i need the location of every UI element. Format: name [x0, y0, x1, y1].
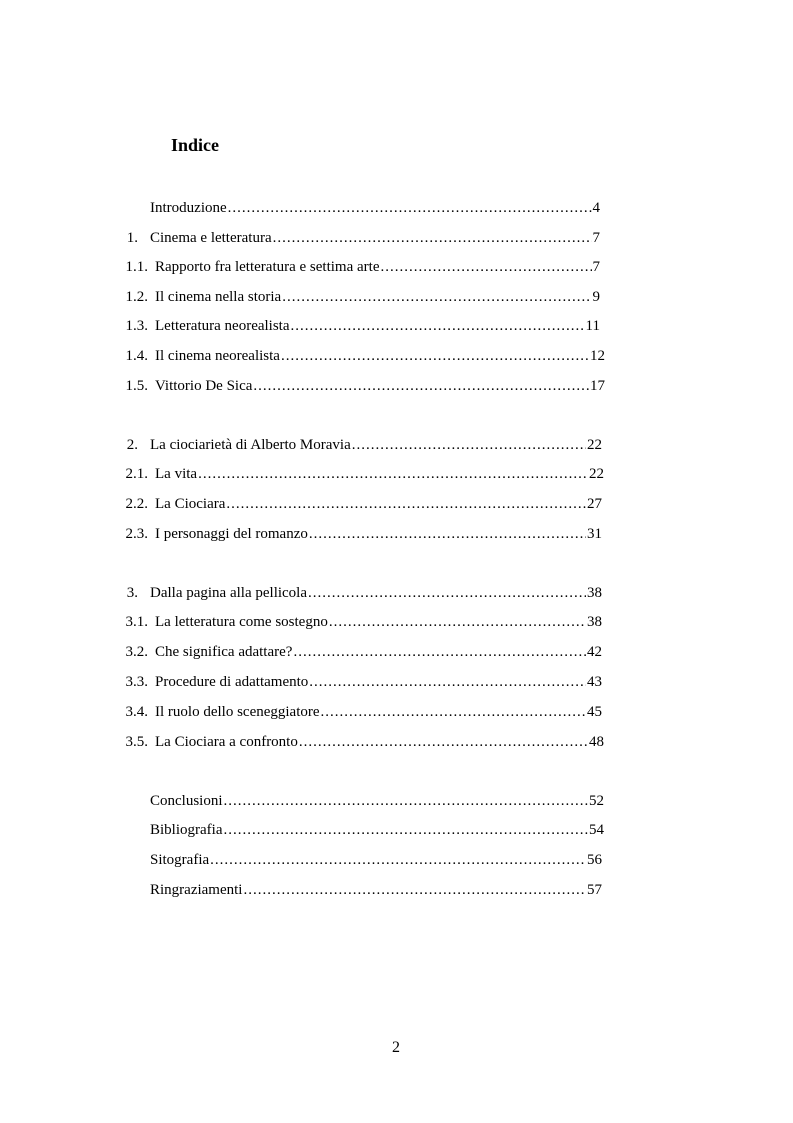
toc-entry-label: Sitografia — [150, 852, 210, 868]
toc-entry-section-3-1[interactable] — [120, 612, 602, 632]
toc-leader-dots — [210, 850, 586, 870]
toc-entry-page: 7 — [592, 259, 600, 275]
toc-entry-number: 2.1. — [125, 466, 148, 482]
toc-entry-number: 1.1. — [125, 259, 148, 275]
toc-entry-page: 7 — [592, 230, 600, 246]
toc-entry-section-3-5[interactable] — [120, 732, 604, 752]
toc-entry-number: 1.5. — [125, 378, 148, 394]
toc-entry-chapter-2[interactable] — [120, 435, 602, 455]
toc-entry-label: I personaggi del romanzo — [155, 526, 308, 542]
toc-entry-number: 1. — [126, 230, 138, 246]
toc-entry-page: 11 — [585, 318, 600, 334]
toc-entry-section-3-3[interactable] — [120, 672, 602, 692]
toc-entry-number: 3. — [126, 585, 138, 601]
toc-leader-dots — [226, 494, 586, 514]
toc-entry-label: Conclusioni — [150, 793, 223, 809]
toc-leader-dots — [291, 316, 585, 336]
toc-entry-page: 22 — [589, 466, 604, 482]
toc-entry-label: Cinema e letteratura — [150, 230, 272, 246]
page-number: 2 — [392, 1039, 400, 1056]
toc-entry-section-1-4[interactable] — [120, 346, 605, 366]
toc-entry-page: 12 — [590, 348, 605, 364]
toc-leader-dots — [228, 198, 592, 218]
toc-entry-page: 17 — [590, 378, 605, 394]
toc-entry-chapter-3[interactable] — [120, 583, 602, 603]
toc-entry-page: 31 — [587, 526, 602, 542]
toc-leader-dots — [224, 791, 588, 811]
toc-leader-dots — [273, 228, 592, 248]
toc-entry-section-2-3[interactable] — [120, 524, 602, 544]
toc-entry-label: Il ruolo dello sceneggiatore — [155, 704, 320, 720]
toc-leader-dots — [352, 435, 586, 455]
toc-leader-dots — [309, 672, 586, 692]
toc-entry-conclusioni[interactable] — [150, 791, 604, 811]
toc-entry-introduzione[interactable] — [150, 198, 600, 218]
toc-entry-label: La Ciociara — [155, 496, 226, 512]
toc-leader-dots — [308, 583, 586, 603]
page-title: Indice — [171, 135, 220, 155]
toc-entry-label: Il cinema nella storia — [155, 289, 282, 305]
toc-entry-sitografia[interactable] — [150, 850, 602, 870]
toc-entry-page: 45 — [587, 704, 602, 720]
toc-leader-dots — [281, 346, 589, 366]
toc-leader-dots — [299, 732, 588, 752]
toc-entry-label: La Ciociara a confronto — [155, 734, 298, 750]
toc-leader-dots — [223, 820, 588, 840]
toc-entry-number: 2.2. — [125, 496, 148, 512]
toc-entry-page: 52 — [589, 793, 604, 809]
toc-entry-section-1-1[interactable] — [120, 257, 600, 277]
toc-leader-dots — [253, 376, 589, 396]
toc-entry-page: 38 — [587, 614, 602, 630]
toc-entry-label: Il cinema neorealista — [155, 348, 280, 364]
toc-entry-number: 3.5. — [125, 734, 148, 750]
toc-entry-section-1-3[interactable] — [120, 316, 600, 336]
toc-entry-page: 56 — [587, 852, 602, 868]
toc-entry-number: 3.3. — [125, 674, 148, 690]
toc-entry-number: 2. — [126, 437, 138, 453]
toc-entry-label: Dalla pagina alla pellicola — [150, 585, 308, 601]
toc-entry-page: 48 — [589, 734, 604, 750]
toc-entry-label: Letteratura neorealista — [155, 318, 290, 334]
toc-leader-dots — [243, 880, 586, 900]
toc-leader-dots — [282, 287, 591, 307]
toc-entry-number: 3.2. — [125, 644, 148, 660]
toc-entry-page: 38 — [587, 585, 602, 601]
toc-entry-section-3-4[interactable] — [120, 702, 602, 722]
toc-entry-ringraziamenti[interactable] — [150, 880, 602, 900]
toc-entry-number: 1.3. — [125, 318, 148, 334]
toc-entry-page: 22 — [587, 437, 602, 453]
toc-entry-page: 27 — [587, 496, 602, 512]
toc-entry-number: 2.3. — [125, 526, 148, 542]
toc-entry-label: La ciociarietà di Alberto Moravia — [150, 437, 351, 453]
toc-entry-page: 42 — [587, 644, 602, 660]
toc-entry-page: 54 — [589, 822, 604, 838]
toc-entry-label: La vita — [155, 466, 198, 482]
toc-entry-label: Vittorio De Sica — [155, 378, 253, 394]
toc-entry-label: Ringraziamenti — [150, 882, 243, 898]
toc-entry-label: La letteratura come sostegno — [155, 614, 328, 630]
toc-leader-dots — [293, 642, 586, 662]
toc-entry-chapter-1[interactable] — [120, 228, 600, 248]
toc-entry-label: Che significa adattare? — [155, 644, 293, 660]
toc-entry-number: 3.1. — [125, 614, 148, 630]
toc-leader-dots — [329, 612, 586, 632]
toc-entry-label: Bibliografia — [150, 822, 223, 838]
toc-entry-page: 9 — [592, 289, 600, 305]
toc-leader-dots — [321, 702, 586, 722]
toc-entry-section-2-1[interactable] — [120, 464, 604, 484]
toc-entry-number: 3.4. — [125, 704, 148, 720]
toc-entry-page: 4 — [592, 200, 600, 216]
toc-entry-section-3-2[interactable] — [120, 642, 602, 662]
toc-entry-number: 1.2. — [125, 289, 148, 305]
toc-entry-number: 1.4. — [125, 348, 148, 364]
toc-entry-label: Rapporto fra letteratura e settima arte — [155, 259, 380, 275]
toc-leader-dots — [198, 464, 588, 484]
toc-entry-page: 43 — [587, 674, 602, 690]
toc-entry-label: Procedure di adattamento — [155, 674, 309, 690]
toc-entry-label: Introduzione — [150, 200, 227, 216]
toc-entry-bibliografia[interactable] — [150, 820, 604, 840]
toc-entry-page: 57 — [587, 882, 602, 898]
toc-entry-section-1-2[interactable] — [120, 287, 600, 307]
toc-leader-dots — [309, 524, 586, 544]
toc-entry-section-1-5[interactable] — [120, 376, 605, 396]
toc-leader-dots — [380, 257, 591, 277]
toc-entry-section-2-2[interactable] — [120, 494, 602, 514]
